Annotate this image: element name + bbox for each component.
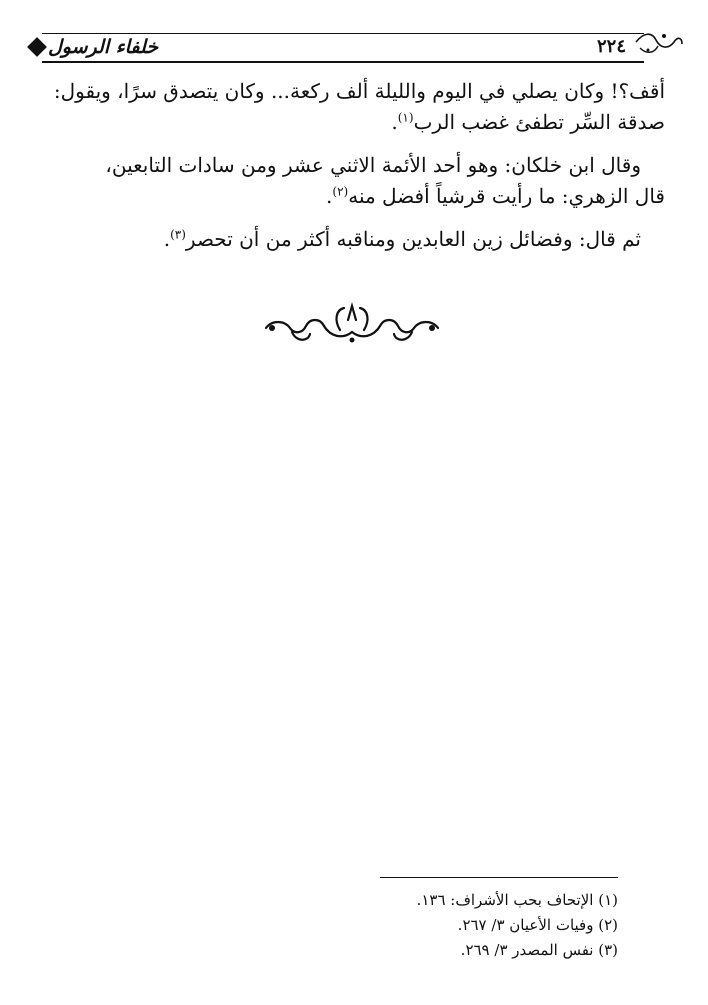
footnote-3: (٣) نفس المصدر ٣/ ٢٦٩.: [460, 941, 618, 959]
book-title: خلفاء الرسول: [48, 36, 159, 58]
diamond-ornament-icon: [27, 37, 47, 57]
paragraph-2-line-1: وقال ابن خلكان: وهو أحد الأئمة الاثني عشر ومن سادات التابعين،: [105, 153, 641, 177]
paragraph-3: [45, 224, 665, 255]
footnote-mark-2: (٢): [332, 184, 349, 199]
paragraph-3-text: ثم قال: وفضائل زين العابدين ومناقبه أكثر من أن تحصر: [185, 227, 641, 251]
footnote-1: (١) الإتحاف بحب الأشراف: ١٣٦.: [416, 891, 618, 909]
paragraph-2-end: .: [326, 184, 333, 208]
page-number: ٢٢٤: [596, 36, 626, 57]
paragraph-2-line-2: قال الزهري: ما رأيت قرشياً أفضل منه: [348, 184, 665, 208]
header-top-rule: [42, 33, 644, 34]
paragraph-3-end: .: [163, 227, 171, 251]
section-divider-ornament-icon: [262, 300, 442, 350]
paragraph-1: [45, 76, 665, 138]
footnote-mark-1: (١): [397, 110, 414, 125]
paragraph-1-end: .: [391, 110, 398, 134]
footnote-mark-3: (٣): [170, 227, 186, 242]
footnote-2: (٢) وفيات الأعيان ٣/ ٢٦٧.: [457, 916, 618, 934]
running-header: [30, 28, 684, 68]
paragraph-1-line-2: صدقة السِّر تطفئ غضب الرب: [413, 110, 665, 134]
header-bottom-rule: [42, 61, 644, 63]
body-text: [45, 76, 665, 255]
paragraph-1-line-1: أقف؟! وكان يصلي في اليوم والليلة ألف ركعة... وكان يتصدق سرًا، ويقول:: [53, 79, 665, 103]
paragraph-2: [45, 150, 665, 212]
corner-flourish-icon: [634, 28, 684, 58]
footnotes: [300, 888, 618, 963]
footnote-separator: [380, 877, 618, 878]
